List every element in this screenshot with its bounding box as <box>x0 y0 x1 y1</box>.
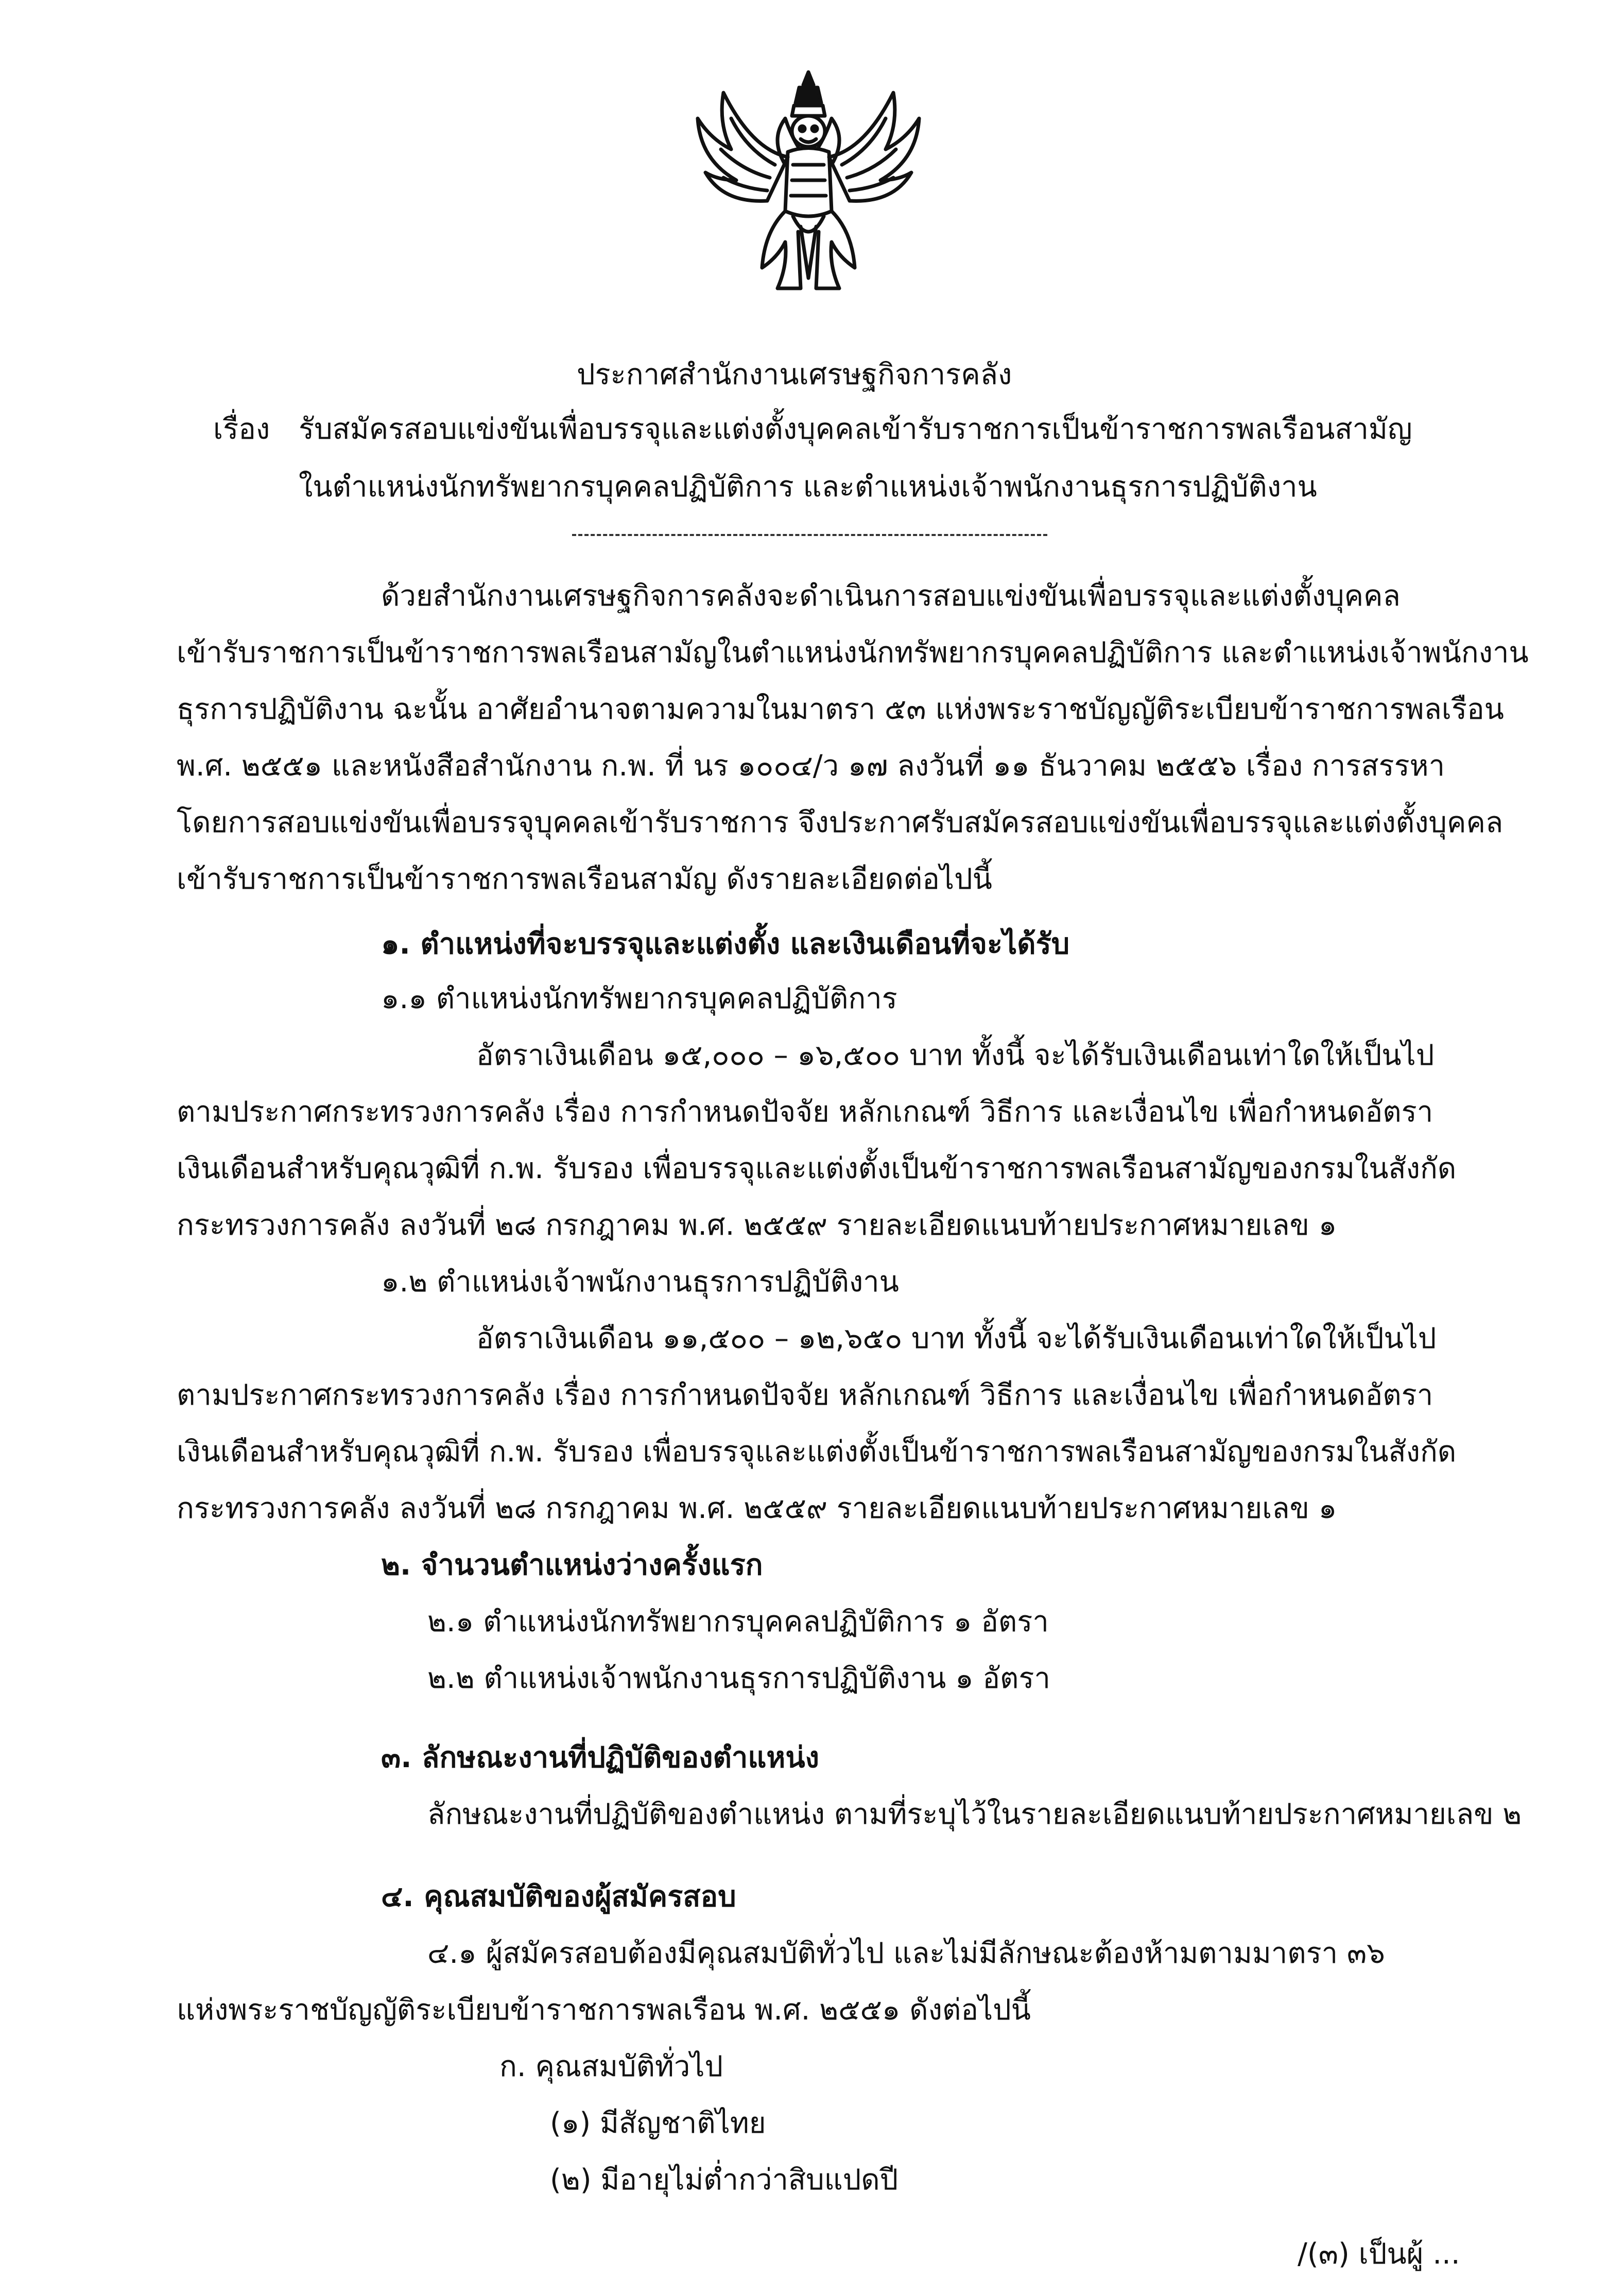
section-4-sub-heading: ก. คุณสมบัติทั่วไป <box>499 2050 723 2083</box>
section-1-1-line: อัตราเงินเดือน ๑๕,๐๐๐ – ๑๖,๕๐๐ บาท ทั้งนี้ จะได้รับเงินเดือนเท่าใดให้เป็นไป <box>476 1039 1435 1072</box>
subject-label: เรื่อง <box>213 412 270 446</box>
section-4-heading: ๔. คุณสมบัติของผู้สมัครสอบ <box>381 1880 736 1913</box>
section-4-line: แห่งพระราชบัญญัติระเบียบข้าราชการพลเรือน พ.ศ. ๒๕๕๑ ดังต่อไปนี้ <box>177 1993 1031 2027</box>
section-4-line: ๔.๑ ผู้สมัครสอบต้องมีคุณสมบัติทั่วไป และไม่มีลักษณะต้องห้ามตามมาตรา ๓๖ <box>427 1937 1385 1970</box>
section-1-2-title: ๑.๒ ตำแหน่งเจ้าพนักงานธุรการปฏิบัติงาน <box>381 1265 899 1299</box>
intro-line: ธุรการปฏิบัติงาน ฉะนั้น อาศัยอำนาจตามความในมาตรา ๕๓ แห่งพระราชบัญญัติระเบียบข้าราชการพลเรือน <box>177 693 1504 726</box>
subject-line-2: ในตำแหน่งนักทรัพยากรบุคคลปฏิบัติการ และตำแหน่งเจ้าพนักงานธุรการปฏิบัติงาน <box>299 470 1317 504</box>
section-3-heading: ๓. ลักษณะงานที่ปฏิบัติของตำแหน่ง <box>381 1741 819 1774</box>
section-2-heading: ๒. จำนวนตำแหน่งว่างครั้งแรก <box>381 1548 763 1582</box>
subject-line-1: รับสมัครสอบแข่งขันเพื่อบรรจุและแต่งตั้งบุคคลเข้ารับราชการเป็นข้าราชการพลเรือนสามัญ <box>299 412 1412 446</box>
intro-line: เข้ารับราชการเป็นข้าราชการพลเรือนสามัญในตำแหน่งนักทรัพยากรบุคคลปฏิบัติการ และตำแหน่งเจ้าพนักงาน <box>177 636 1529 669</box>
section-4-item: (๑) มีสัญชาติไทย <box>550 2107 766 2140</box>
section-1-1-line: เงินเดือนสำหรับคุณวุฒิที่ ก.พ. รับรอง เพื่อบรรจุและแต่งตั้งเป็นข้าราชการพลเรือนสามัญของกรมในสังกัด <box>177 1152 1457 1185</box>
section-1-2-line: กระทรวงการคลัง ลงวันที่ ๒๘ กรกฎาคม พ.ศ. ๒๕๕๙ รายละเอียดแนบท้ายประกาศหมายเลข ๑ <box>177 1492 1337 1525</box>
announcement-title: ประกาศสำนักงานเศรษฐกิจการคลัง <box>577 358 1012 391</box>
section-1-2-line: อัตราเงินเดือน ๑๑,๕๐๐ – ๑๒,๖๕๐ บาท ทั้งนี้ จะได้รับเงินเดือนเท่าใดให้เป็นไป <box>476 1322 1437 1355</box>
page-continuation: /(๓) เป็นผู้ ... <box>1298 2237 1460 2271</box>
section-1-1-line: กระทรวงการคลัง ลงวันที่ ๒๘ กรกฎาคม พ.ศ. ๒๕๕๙ รายละเอียดแนบท้ายประกาศหมายเลข ๑ <box>177 1209 1337 1242</box>
garuda-emblem-icon <box>675 62 942 304</box>
intro-line: พ.ศ. ๒๕๕๑ และหนังสือสำนักงาน ก.พ. ที่ นร ๑๐๐๔/ว ๑๗ ลงวันที่ ๑๑ ธันวาคม ๒๕๕๖ เรื่อง การสรรหา <box>177 749 1445 783</box>
intro-line: เข้ารับราชการเป็นข้าราชการพลเรือนสามัญ ดังรายละเอียดต่อไปนี้ <box>177 862 992 896</box>
section-3-text: ลักษณะงานที่ปฏิบัติของตำแหน่ง ตามที่ระบุไว้ในรายละเอียดแนบท้ายประกาศหมายเลข ๒ <box>427 1798 1522 1831</box>
section-1-2-line: ตามประกาศกระทรวงการคลัง เรื่อง การกำหนดปัจจัย หลักเกณฑ์ วิธีการ และเงื่อนไข เพื่อกำหนดอัตรา <box>177 1378 1433 1412</box>
section-1-heading: ๑. ตำแหน่งที่จะบรรจุและแต่งตั้ง และเงินเดือนที่จะได้รับ <box>381 927 1070 961</box>
intro-line: ด้วยสำนักงานเศรษฐกิจการคลังจะดำเนินการสอบแข่งขันเพื่อบรรจุและแต่งตั้งบุคคล <box>381 579 1401 613</box>
section-2-item: ๒.๑ ตำแหน่งนักทรัพยากรบุคคลปฏิบัติการ ๑ อัตรา <box>427 1605 1049 1638</box>
header-divider <box>572 534 1047 536</box>
section-1-1-line: ตามประกาศกระทรวงการคลัง เรื่อง การกำหนดปัจจัย หลักเกณฑ์ วิธีการ และเงื่อนไข เพื่อกำหนดอัตรา <box>177 1095 1433 1129</box>
section-1-2-line: เงินเดือนสำหรับคุณวุฒิที่ ก.พ. รับรอง เพื่อบรรจุและแต่งตั้งเป็นข้าราชการพลเรือนสามัญของกรมในสังกัด <box>177 1435 1457 1469</box>
section-4-item: (๒) มีอายุไม่ต่ำกว่าสิบแปดปี <box>550 2163 899 2197</box>
section-2-item: ๒.๒ ตำแหน่งเจ้าพนักงานธุรการปฏิบัติงาน ๑ อัตรา <box>427 1662 1050 1695</box>
intro-line: โดยการสอบแข่งขันเพื่อบรรจุบุคคลเข้ารับราชการ จึงประกาศรับสมัครสอบแข่งขันเพื่อบรรจุและแต่งตั้งบุคคล <box>177 806 1504 839</box>
section-1-1-title: ๑.๑ ตำแหน่งนักทรัพยากรบุคคลปฏิบัติการ <box>381 982 897 1015</box>
